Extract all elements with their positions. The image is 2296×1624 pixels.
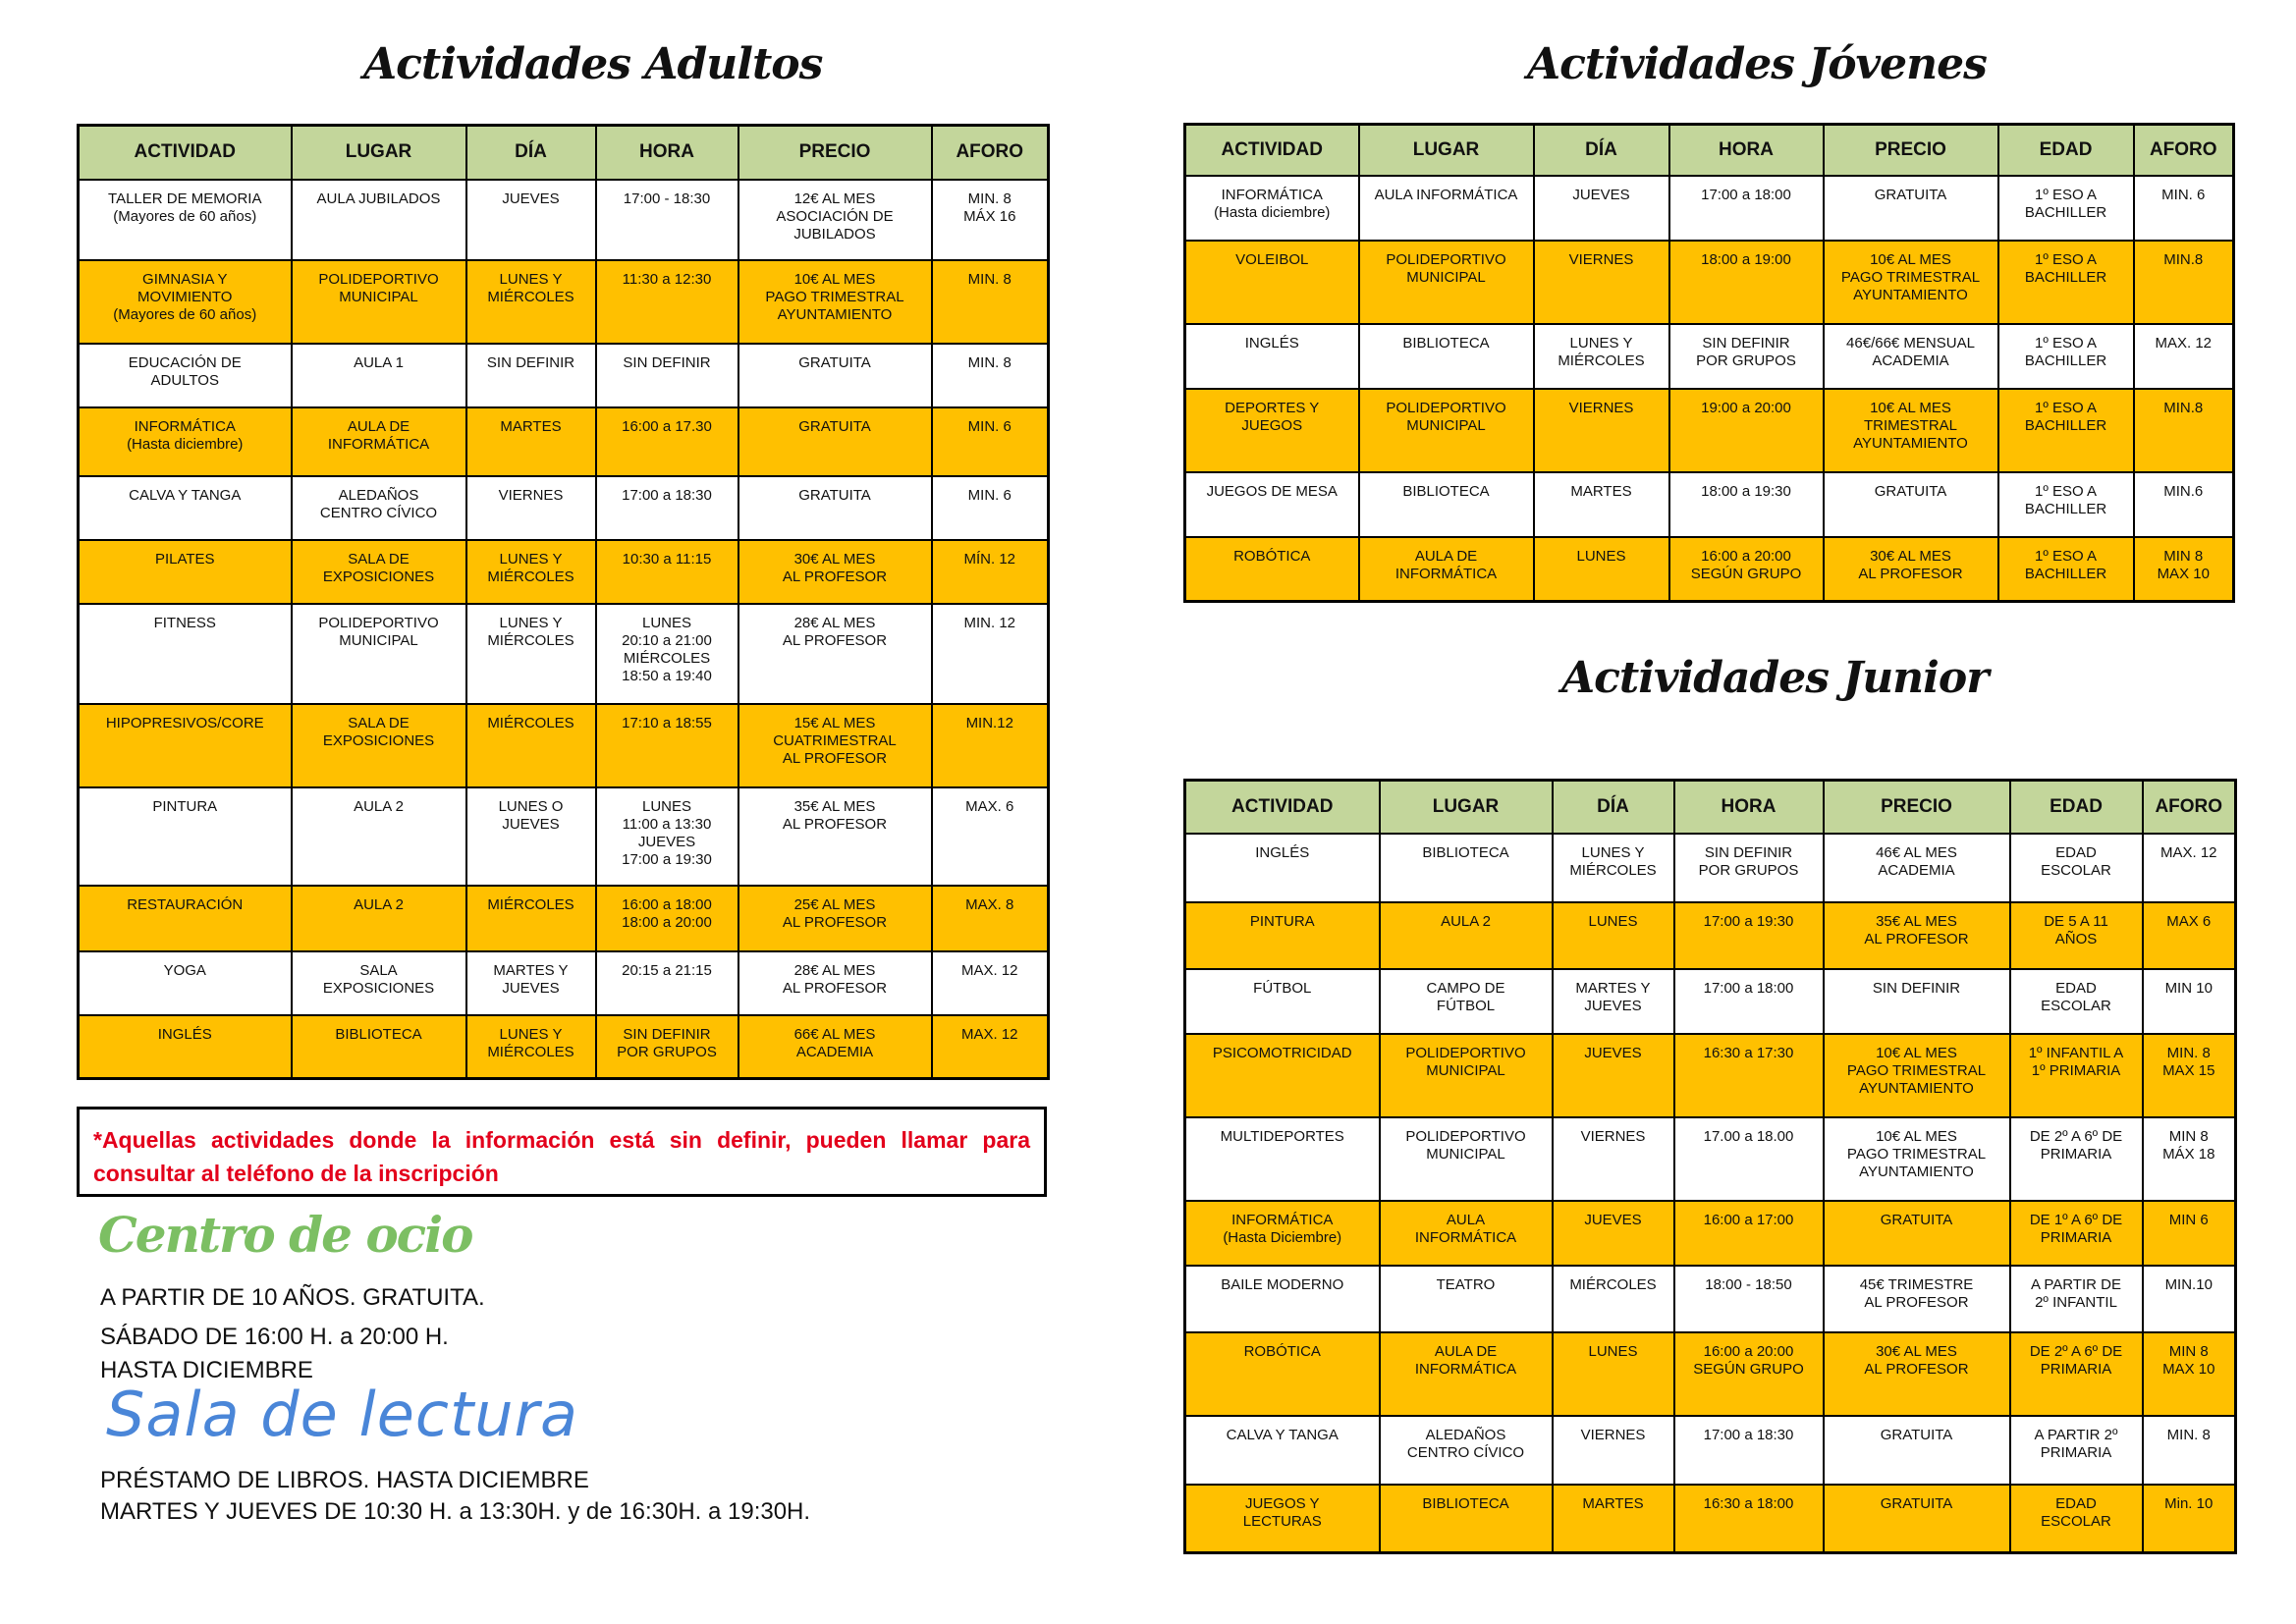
table-cell: 16:00 a 17.30	[596, 407, 738, 476]
header-row	[1185, 781, 2236, 834]
table-cell: 1º ESO A BACHILLER	[1998, 537, 2134, 602]
table-cell: 17:00 a 18:30	[1674, 1416, 1824, 1485]
table-cell: GRATUITA	[1824, 176, 1998, 241]
table-cell: LUNES Y MIÉRCOLES	[466, 540, 596, 604]
table-cell: EDAD ESCOLAR	[2010, 969, 2143, 1034]
table-cell: LUNES	[1553, 902, 1674, 969]
table-row	[1185, 1201, 2236, 1266]
centro-line-2: SÁBADO DE 16:00 H. a 20:00 H.	[100, 1324, 449, 1350]
table-cell: SIN DEFINIR POR GRUPOS	[596, 1015, 738, 1079]
table-cell: 10€ AL MES PAGO TRIMESTRAL AYUNTAMIENTO	[1824, 1117, 2010, 1201]
table-row	[79, 886, 1049, 951]
table-cell: VIERNES	[1534, 389, 1669, 472]
table-cell: MARTES Y JUEVES	[466, 951, 596, 1015]
column-header: PRECIO	[1824, 125, 1998, 176]
table-cell: INFORMÁTICA (Hasta Diciembre)	[1185, 1201, 1380, 1266]
table-cell: 15€ AL MES CUATRIMESTRAL AL PROFESOR	[738, 704, 932, 787]
table-cell: MIN 10	[2143, 969, 2236, 1034]
column-header: LUGAR	[292, 126, 466, 180]
table-cell: 1º ESO A BACHILLER	[1998, 324, 2134, 389]
table-row	[79, 540, 1049, 604]
table-cell: JUEVES	[1553, 1034, 1674, 1117]
table-cell: MAX. 6	[932, 787, 1049, 886]
table-row	[1185, 537, 2234, 602]
table-cell: VIERNES	[466, 476, 596, 540]
table-row	[1185, 902, 2236, 969]
table-cell: MIN. 6	[2134, 176, 2234, 241]
table-cell: BIBLIOTECA	[1359, 324, 1534, 389]
table-cell: LUNES Y MIÉRCOLES	[1553, 834, 1674, 902]
table-cell: MIÉRCOLES	[1553, 1266, 1674, 1332]
table-cell: CALVA Y TANGA	[1185, 1416, 1380, 1485]
table-cell: 1º ESO A BACHILLER	[1998, 241, 2134, 324]
table-cell: MIN.8	[2134, 389, 2234, 472]
junior-title: Actividades Junior	[1561, 653, 1989, 703]
column-header: AFORO	[932, 126, 1049, 180]
table-cell: INGLÉS	[1185, 834, 1380, 902]
table-row	[1185, 1034, 2236, 1117]
table-row	[79, 604, 1049, 704]
sala-lectura-title: Sala de lectura	[106, 1379, 579, 1450]
table-cell: 12€ AL MES ASOCIACIÓN DE JUBILADOS	[738, 180, 932, 260]
table-cell: 30€ AL MES AL PROFESOR	[738, 540, 932, 604]
table-cell: 17:10 a 18:55	[596, 704, 738, 787]
table-cell: MIN.6	[2134, 472, 2234, 537]
table-cell: MIN.12	[932, 704, 1049, 787]
table-cell: EDUCACIÓN DE ADULTOS	[79, 344, 292, 407]
table-cell: BIBLIOTECA	[1380, 834, 1553, 902]
table-cell: LUNES O JUEVES	[466, 787, 596, 886]
table-cell: AULA 2	[292, 787, 466, 886]
table-cell: MIN 6	[2143, 1201, 2236, 1266]
table-cell: JUEGOS Y LECTURAS	[1185, 1485, 1380, 1553]
sala-line-2: MARTES Y JUEVES DE 10:30 H. a 13:30H. y de 16:30H. a 19:30H.	[100, 1498, 811, 1525]
table-cell: INFORMÁTICA (Hasta diciembre)	[1185, 176, 1359, 241]
column-header: DÍA	[466, 126, 596, 180]
table-row	[1185, 1266, 2236, 1332]
table-cell: 35€ AL MES AL PROFESOR	[738, 787, 932, 886]
table-cell: 17:00 a 18:00	[1669, 176, 1824, 241]
column-header: ACTIVIDAD	[1185, 125, 1359, 176]
table-cell: MAX. 12	[932, 951, 1049, 1015]
table-cell: MULTIDEPORTES	[1185, 1117, 1380, 1201]
table-cell: INGLÉS	[79, 1015, 292, 1079]
column-header: ACTIVIDAD	[1185, 781, 1380, 834]
table-cell: 16:00 a 17:00	[1674, 1201, 1824, 1266]
table-cell: GRATUITA	[1824, 1201, 2010, 1266]
table-cell: 66€ AL MES ACADEMIA	[738, 1015, 932, 1079]
table-cell: 1º ESO A BACHILLER	[1998, 176, 2134, 241]
table-row	[1185, 389, 2234, 472]
table-cell: TEATRO	[1380, 1266, 1553, 1332]
table-cell: DEPORTES Y JUEGOS	[1185, 389, 1359, 472]
table-row	[79, 407, 1049, 476]
table-cell: INFORMÁTICA (Hasta diciembre)	[79, 407, 292, 476]
table-row	[1185, 472, 2234, 537]
table-cell: AULA INFORMÁTICA	[1359, 176, 1534, 241]
table-cell: AULA DE INFORMÁTICA	[292, 407, 466, 476]
table-cell: AULA DE INFORMÁTICA	[1380, 1332, 1553, 1416]
table-cell: AULA 2	[292, 886, 466, 951]
table-cell: ROBÓTICA	[1185, 1332, 1380, 1416]
column-header: HORA	[596, 126, 738, 180]
table-cell: JUEVES	[1553, 1201, 1674, 1266]
table-cell: AULA 2	[1380, 902, 1553, 969]
column-header: DÍA	[1534, 125, 1669, 176]
table-cell: 46€/66€ MENSUAL ACADEMIA	[1824, 324, 1998, 389]
table-cell: LUNES Y MIÉRCOLES	[466, 1015, 596, 1079]
table-cell: 11:30 a 12:30	[596, 260, 738, 344]
table-cell: 16:30 a 18:00	[1674, 1485, 1824, 1553]
table-cell: DE 1º A 6º DE PRIMARIA	[2010, 1201, 2143, 1266]
table-cell: MAX. 12	[932, 1015, 1049, 1079]
table-cell: INGLÉS	[1185, 324, 1359, 389]
table-cell: CALVA Y TANGA	[79, 476, 292, 540]
table-cell: POLIDEPORTIVO MUNICIPAL	[1380, 1034, 1553, 1117]
junior-table	[1183, 779, 2237, 1554]
adultos-title: Actividades Adultos	[363, 39, 823, 89]
table-cell: PINTURA	[1185, 902, 1380, 969]
table-cell: SIN DEFINIR POR GRUPOS	[1674, 834, 1824, 902]
table-cell: LUNES Y MIÉRCOLES	[466, 604, 596, 704]
table-cell: 10€ AL MES PAGO TRIMESTRAL AYUNTAMIENTO	[1824, 1034, 2010, 1117]
table-cell: MIN. 6	[932, 476, 1049, 540]
table-cell: LUNES Y MIÉRCOLES	[1534, 324, 1669, 389]
table-cell: PSICOMOTRICIDAD	[1185, 1034, 1380, 1117]
table-cell: 17:00 a 18:00	[1674, 969, 1824, 1034]
centro-ocio-title: Centro de ocio	[98, 1206, 472, 1264]
table-row	[79, 180, 1049, 260]
table-cell: PINTURA	[79, 787, 292, 886]
table-cell: MIN. 8	[932, 344, 1049, 407]
table-row	[1185, 1485, 2236, 1553]
table-cell: TALLER DE MEMORIA (Mayores de 60 años)	[79, 180, 292, 260]
table-cell: SALA DE EXPOSICIONES	[292, 704, 466, 787]
table-cell: A PARTIR DE 2º INFANTIL	[2010, 1266, 2143, 1332]
table-row	[79, 344, 1049, 407]
table-cell: DE 5 A 11 AÑOS	[2010, 902, 2143, 969]
table-cell: 17:00 a 19:30	[1674, 902, 1824, 969]
table-cell: BIBLIOTECA	[1359, 472, 1534, 537]
table-cell: DE 2º A 6º DE PRIMARIA	[2010, 1332, 2143, 1416]
column-header: DÍA	[1553, 781, 1674, 834]
table-cell: 10:30 a 11:15	[596, 540, 738, 604]
table-cell: LUNES Y MIÉRCOLES	[466, 260, 596, 344]
table-cell: 18:00 a 19:30	[1669, 472, 1824, 537]
table-cell: DE 2º A 6º DE PRIMARIA	[2010, 1117, 2143, 1201]
column-header: LUGAR	[1359, 125, 1534, 176]
table-cell: 28€ AL MES AL PROFESOR	[738, 604, 932, 704]
centro-line-3: HASTA DICIEMBRE	[100, 1357, 313, 1383]
table-row	[1185, 1416, 2236, 1485]
table-cell: 16:30 a 17:30	[1674, 1034, 1824, 1117]
table-row	[79, 476, 1049, 540]
table-cell: MAX 6	[2143, 902, 2236, 969]
table-row	[79, 260, 1049, 344]
table-cell: YOGA	[79, 951, 292, 1015]
sin-definir-note: *Aquellas actividades donde la información está sin definir, pueden llamar para consultar al teléfono de la inscripción	[77, 1107, 1047, 1197]
table-cell: GRATUITA	[1824, 1416, 2010, 1485]
sala-line-1: PRÉSTAMO DE LIBROS. HASTA DICIEMBRE	[100, 1467, 589, 1493]
table-cell: MIN 8 MÁX 18	[2143, 1117, 2236, 1201]
jovenes-title: Actividades Jóvenes	[1527, 39, 1987, 89]
table-cell: FITNESS	[79, 604, 292, 704]
table-cell: VOLEIBOL	[1185, 241, 1359, 324]
table-cell: JUEVES	[466, 180, 596, 260]
table-cell: 45€ TRIMESTRE AL PROFESOR	[1824, 1266, 2010, 1332]
table-cell: PILATES	[79, 540, 292, 604]
table-cell: SALA EXPOSICIONES	[292, 951, 466, 1015]
table-row	[1185, 176, 2234, 241]
table-cell: AULA INFORMÁTICA	[1380, 1201, 1553, 1266]
table-cell: EDAD ESCOLAR	[2010, 834, 2143, 902]
table-cell: AULA JUBILADOS	[292, 180, 466, 260]
table-cell: MIN 8 MAX 10	[2143, 1332, 2236, 1416]
table-cell: 20:15 a 21:15	[596, 951, 738, 1015]
table-cell: LUNES 11:00 a 13:30 JUEVES 17:00 a 19:30	[596, 787, 738, 886]
table-cell: GRATUITA	[738, 476, 932, 540]
table-row	[79, 951, 1049, 1015]
centro-line-1: A PARTIR DE 10 AÑOS. GRATUITA.	[100, 1284, 485, 1311]
table-cell: POLIDEPORTIVO MUNICIPAL	[1359, 389, 1534, 472]
table-cell: POLIDEPORTIVO MUNICIPAL	[292, 260, 466, 344]
table-row	[79, 787, 1049, 886]
table-cell: 25€ AL MES AL PROFESOR	[738, 886, 932, 951]
table-cell: 17.00 a 18.00	[1674, 1117, 1824, 1201]
table-cell: MAX. 8	[932, 886, 1049, 951]
table-row	[1185, 834, 2236, 902]
table-cell: POLIDEPORTIVO MUNICIPAL	[292, 604, 466, 704]
table-cell: A PARTIR 2º PRIMARIA	[2010, 1416, 2143, 1485]
table-cell: LUNES 20:10 a 21:00 MIÉRCOLES 18:50 a 19:40	[596, 604, 738, 704]
table-cell: BIBLIOTECA	[1380, 1485, 1553, 1553]
table-cell: 30€ AL MES AL PROFESOR	[1824, 1332, 2010, 1416]
table-cell: FÚTBOL	[1185, 969, 1380, 1034]
table-cell: ROBÓTICA	[1185, 537, 1359, 602]
table-cell: HIPOPRESIVOS/CORE	[79, 704, 292, 787]
column-header: PRECIO	[1824, 781, 2010, 834]
table-cell: MIN. 12	[932, 604, 1049, 704]
table-cell: MARTES	[466, 407, 596, 476]
table-cell: 1º ESO A BACHILLER	[1998, 389, 2134, 472]
table-cell: MIN. 8	[932, 260, 1049, 344]
table-cell: POLIDEPORTIVO MUNICIPAL	[1380, 1117, 1553, 1201]
table-cell: JUEGOS DE MESA	[1185, 472, 1359, 537]
table-cell: GIMNASIA Y MOVIMIENTO (Mayores de 60 años)	[79, 260, 292, 344]
jovenes-table	[1183, 123, 2235, 603]
table-cell: MIÉRCOLES	[466, 886, 596, 951]
table-cell: MIN. 6	[932, 407, 1049, 476]
table-cell: GRATUITA	[1824, 1485, 2010, 1553]
table-row	[1185, 1332, 2236, 1416]
table-cell: 18:00 - 18:50	[1674, 1266, 1824, 1332]
column-header: HORA	[1674, 781, 1824, 834]
table-cell: 17:00 a 18:30	[596, 476, 738, 540]
column-header: PRECIO	[738, 126, 932, 180]
table-row	[79, 1015, 1049, 1079]
table-cell: GRATUITA	[1824, 472, 1998, 537]
table-row	[1185, 1117, 2236, 1201]
column-header: EDAD	[2010, 781, 2143, 834]
table-cell: SALA DE EXPOSICIONES	[292, 540, 466, 604]
table-cell: MARTES	[1553, 1485, 1674, 1553]
table-cell: AULA DE INFORMÁTICA	[1359, 537, 1534, 602]
adultos-table	[77, 124, 1050, 1080]
table-cell: BIBLIOTECA	[292, 1015, 466, 1079]
header-row	[1185, 125, 2234, 176]
table-cell: SIN DEFINIR	[596, 344, 738, 407]
table-cell: MIÉRCOLES	[466, 704, 596, 787]
table-row	[1185, 969, 2236, 1034]
table-cell: VIERNES	[1553, 1117, 1674, 1201]
table-cell: MIN.10	[2143, 1266, 2236, 1332]
table-cell: 1º INFANTIL A 1º PRIMARIA	[2010, 1034, 2143, 1117]
table-row	[1185, 241, 2234, 324]
table-cell: MIN.8	[2134, 241, 2234, 324]
table-cell: EDAD ESCOLAR	[2010, 1485, 2143, 1553]
table-cell: MIN. 8	[2143, 1416, 2236, 1485]
table-cell: LUNES	[1534, 537, 1669, 602]
table-cell: ALEDAÑOS CENTRO CÍVICO	[1380, 1416, 1553, 1485]
table-cell: 16:00 a 20:00 SEGÚN GRUPO	[1669, 537, 1824, 602]
table-cell: LUNES	[1553, 1332, 1674, 1416]
table-cell: JUEVES	[1534, 176, 1669, 241]
table-cell: 16:00 a 18:00 18:00 a 20:00	[596, 886, 738, 951]
table-cell: BAILE MODERNO	[1185, 1266, 1380, 1332]
table-cell: GRATUITA	[738, 407, 932, 476]
table-cell: 10€ AL MES PAGO TRIMESTRAL AYUNTAMIENTO	[738, 260, 932, 344]
table-cell: 10€ AL MES TRIMESTRAL AYUNTAMIENTO	[1824, 389, 1998, 472]
table-row	[79, 704, 1049, 787]
table-cell: VIERNES	[1534, 241, 1669, 324]
table-cell: MIN. 8 MAX 15	[2143, 1034, 2236, 1117]
column-header: EDAD	[1998, 125, 2134, 176]
table-cell: AULA 1	[292, 344, 466, 407]
table-cell: 30€ AL MES AL PROFESOR	[1824, 537, 1998, 602]
table-cell: 1º ESO A BACHILLER	[1998, 472, 2134, 537]
table-cell: 19:00 a 20:00	[1669, 389, 1824, 472]
table-cell: 16:00 a 20:00 SEGÚN GRUPO	[1674, 1332, 1824, 1416]
table-cell: VIERNES	[1553, 1416, 1674, 1485]
table-cell: MARTES	[1534, 472, 1669, 537]
table-cell: 18:00 a 19:00	[1669, 241, 1824, 324]
column-header: LUGAR	[1380, 781, 1553, 834]
table-cell: 28€ AL MES AL PROFESOR	[738, 951, 932, 1015]
table-cell: 46€ AL MES ACADEMIA	[1824, 834, 2010, 902]
table-cell: 35€ AL MES AL PROFESOR	[1824, 902, 2010, 969]
column-header: ACTIVIDAD	[79, 126, 292, 180]
table-cell: 10€ AL MES PAGO TRIMESTRAL AYUNTAMIENTO	[1824, 241, 1998, 324]
table-cell: SIN DEFINIR POR GRUPOS	[1669, 324, 1824, 389]
table-cell: MIN. 8 MÁX 16	[932, 180, 1049, 260]
table-cell: ALEDAÑOS CENTRO CÍVICO	[292, 476, 466, 540]
column-header: AFORO	[2134, 125, 2234, 176]
table-cell: GRATUITA	[738, 344, 932, 407]
table-cell: MÍN. 12	[932, 540, 1049, 604]
table-cell: 17:00 - 18:30	[596, 180, 738, 260]
table-cell: SIN DEFINIR	[466, 344, 596, 407]
table-cell: MIN 8 MAX 10	[2134, 537, 2234, 602]
header-row	[79, 126, 1049, 180]
column-header: HORA	[1669, 125, 1824, 176]
table-cell: POLIDEPORTIVO MUNICIPAL	[1359, 241, 1534, 324]
column-header: AFORO	[2143, 781, 2236, 834]
table-cell: MAX. 12	[2134, 324, 2234, 389]
table-cell: Min. 10	[2143, 1485, 2236, 1553]
table-row	[1185, 324, 2234, 389]
table-cell: CAMPO DE FÚTBOL	[1380, 969, 1553, 1034]
table-cell: MAX. 12	[2143, 834, 2236, 902]
table-cell: SIN DEFINIR	[1824, 969, 2010, 1034]
table-cell: MARTES Y JUEVES	[1553, 969, 1674, 1034]
table-cell: RESTAURACIÓN	[79, 886, 292, 951]
